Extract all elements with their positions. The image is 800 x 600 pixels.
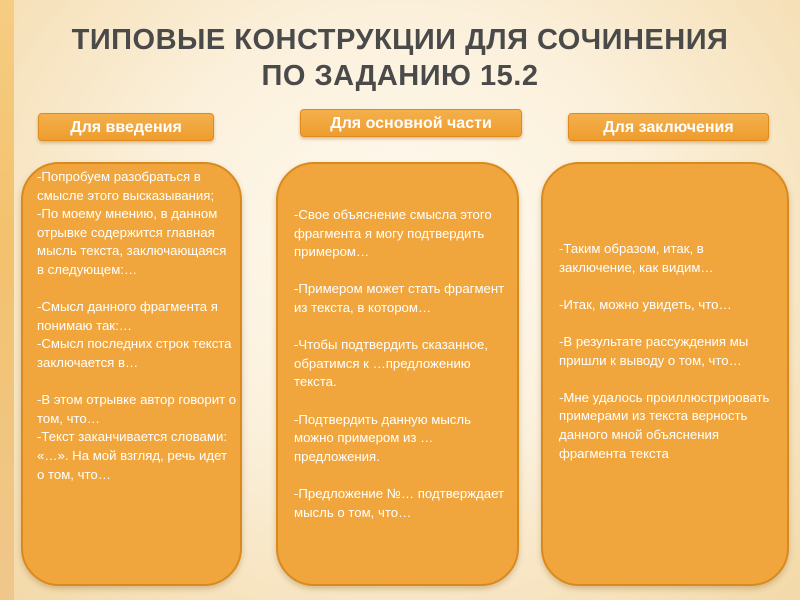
slide-title-line-1: ТИПОВЫЕ КОНСТРУКЦИИ ДЛЯ СОЧИНЕНИЯ [71,24,729,56]
intro-paragraph: -Смысл данного фрагмента я понимаю так:… -Смысл последних строк текста заключается в… [37,299,232,370]
conclusion-card [541,162,789,586]
intro-header: Для введения [38,113,214,141]
conclusion-paragraph: -Итак, можно увидеть, что… [559,296,732,312]
slide-title-line-2: ПО ЗАДАНИЮ 15.2 [261,60,539,92]
conclusion-paragraph: -В результате рассуждения мы пришли к выводу о том, что… [559,333,749,368]
slide-title [20,22,780,94]
conclusion-paragraph: -Мне удалось проиллюстрировать примерами из текста верность данного мной объяснения фрагмента текста [559,389,770,461]
conclusion-card-text [559,240,779,463]
main-part-paragraph: -Свое объяснение смысла этого фрагмента я могу подтвердить примером… [294,207,492,260]
main-part-paragraph: -Подтвердить данную мысль можно примером из …предложения. [294,411,471,464]
intro-paragraph: -В этом отрывке автор говорит о том, что… -Текст заканчивается словами: «…». На мой взгляд, речь идет о том, что… [37,392,237,482]
main-part-header: Для основной части [300,109,522,137]
conclusion-header: Для заключения [568,113,769,141]
decorative-left-strip [0,0,14,600]
main-part-card-text [294,206,509,522]
main-part-card [276,162,519,586]
main-part-paragraph: -Примером может стать фрагмент из текста, в котором… [294,281,505,315]
intro-paragraph: -Попробуем разобраться в смысле этого высказывания; -По моему мнению, в данном отрывке содержится главная мысль текста, заключающаяся в следующем:… [37,169,227,277]
main-part-paragraph: -Чтобы подтвердить сказанное, обратимся к …предложению текста. [294,337,488,390]
intro-card [21,162,242,586]
main-part-paragraph: -Предложение №… подтверждает мысль о том, что… [294,485,505,520]
intro-card-text [37,168,237,484]
conclusion-paragraph: -Таким образом, итак, в заключение, как видим… [559,241,714,275]
